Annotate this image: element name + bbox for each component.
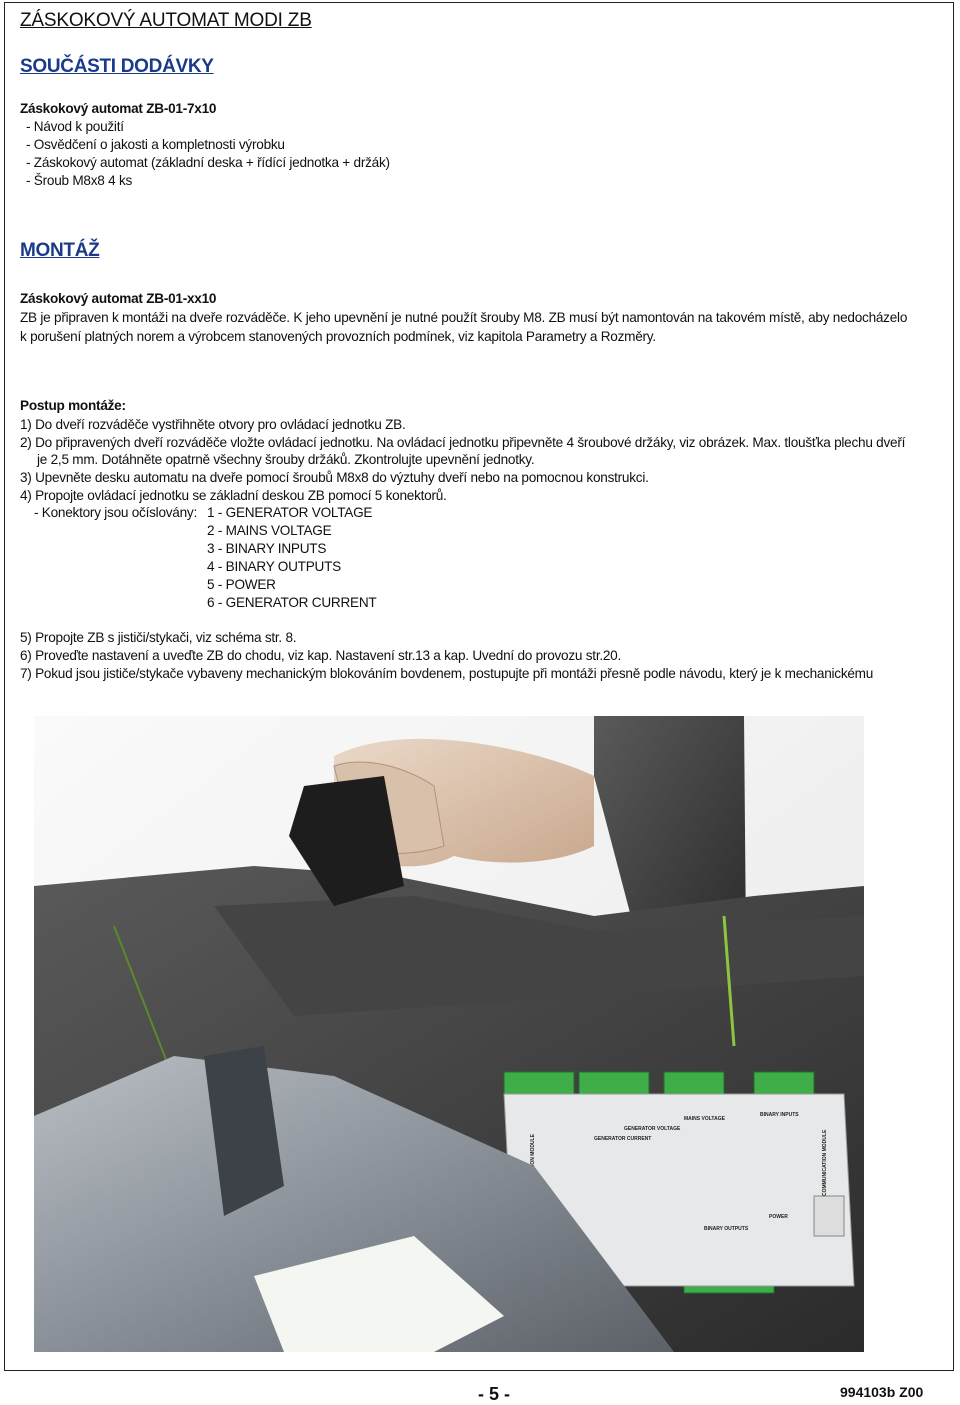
document-code: 994103b Z00 (840, 1384, 924, 1400)
procedure-step: 2) Do připravených dveří rozváděče vložte ovládací jednotku. Na ovládací jednotku připevněte 4 šroubové držáky, viz obrázek. Max. tloušťka plechu dveří (20, 435, 906, 450)
procedure-step: 7) Pokud jsou jističe/stykače vybaveny mechanickým blokováním bovdenem, postupujte při montáži přesně podle návodu, který je k mechanickému (20, 666, 874, 681)
procedure-step: 1) Do dveří rozváděče vystřihněte otvory pro ovládací jednotku ZB. (20, 417, 406, 432)
board-label: GENERATOR CURRENT (594, 1136, 652, 1142)
procedure-step: 5) Propojte ZB s jističi/stykači, viz schéma str. 8. (20, 630, 297, 645)
mounting-intro-line: ZB je připraven k montáži na dveře rozváděče. K jeho upevnění je nutné použít šrouby M8. ZB musí být namontován na takovém místě, aby nedocházelo (20, 310, 908, 325)
delivery-item: - Šroub M8x8 4 ks (26, 173, 133, 188)
procedure-title: Postup montáže: (20, 398, 126, 413)
delivery-product: Záskokový automat ZB-01-7x10 (20, 101, 217, 116)
procedure-step-continuation: je 2,5 mm. Dotáhněte opatrně všechny šrouby držáků. Zkontrolujte upevnění jednotky. (37, 452, 535, 467)
delivery-item: - Návod k použití (26, 119, 124, 134)
procedure-step: 4) Propojte ovládací jednotku se základní deskou ZB pomocí 5 konektorů. (20, 488, 447, 503)
delivery-item: - Záskokový automat (základní deska + řídící jednotka + držák) (26, 155, 390, 170)
connector-item: 1 - GENERATOR VOLTAGE (207, 505, 373, 520)
procedure-step: 3) Upevněte desku automatu na dveře pomocí šroubů M8x8 do výztuhy dveří nebo na pomocnou konstrukci. (20, 470, 649, 485)
board-label: POWER (769, 1214, 788, 1220)
procedure-step: 6) Proveďte nastavení a uveďte ZB do chodu, viz kap. Nastavení str.13 a kap. Uvední do provozu str.20. (20, 648, 622, 663)
page-number: - 5 - (478, 1384, 511, 1404)
connectors-label: - Konektory jsou očíslovány: (34, 505, 198, 520)
board-label: MAINS VOLTAGE (684, 1116, 725, 1122)
board-label: EXTENSION MODULE (530, 1134, 536, 1186)
connector-item: 6 - GENERATOR CURRENT (207, 595, 377, 610)
board-label: COMMUNICATION MODULE (822, 1129, 828, 1196)
connector-item: 4 - BINARY OUTPUTS (207, 559, 341, 574)
board-label: BINARY OUTPUTS (704, 1226, 749, 1232)
mounting-product: Záskokový automat ZB-01-xx10 (20, 291, 217, 306)
connector-item: 2 - MAINS VOLTAGE (207, 523, 332, 538)
board-label: BINARY INPUTS (760, 1112, 799, 1118)
mounting-photo (34, 716, 864, 1352)
section-heading-mounting: MONTÁŽ (20, 240, 100, 261)
board-label: GENERATOR VOLTAGE (624, 1126, 681, 1132)
mounting-intro-line: k porušení platných norem a výrobcem stanovených provozních podmínek, viz kapitola Parametry a Rozměry. (20, 329, 656, 344)
document-title: ZÁSKOKOVÝ AUTOMAT MODI ZB (20, 10, 312, 31)
delivery-item: - Osvědčení o jakosti a kompletnosti výrobku (26, 137, 285, 152)
section-heading-delivery: SOUČÁSTI DODÁVKY (20, 56, 214, 77)
connector-item: 5 - POWER (207, 577, 276, 592)
connector-item: 3 - BINARY INPUTS (207, 541, 327, 556)
